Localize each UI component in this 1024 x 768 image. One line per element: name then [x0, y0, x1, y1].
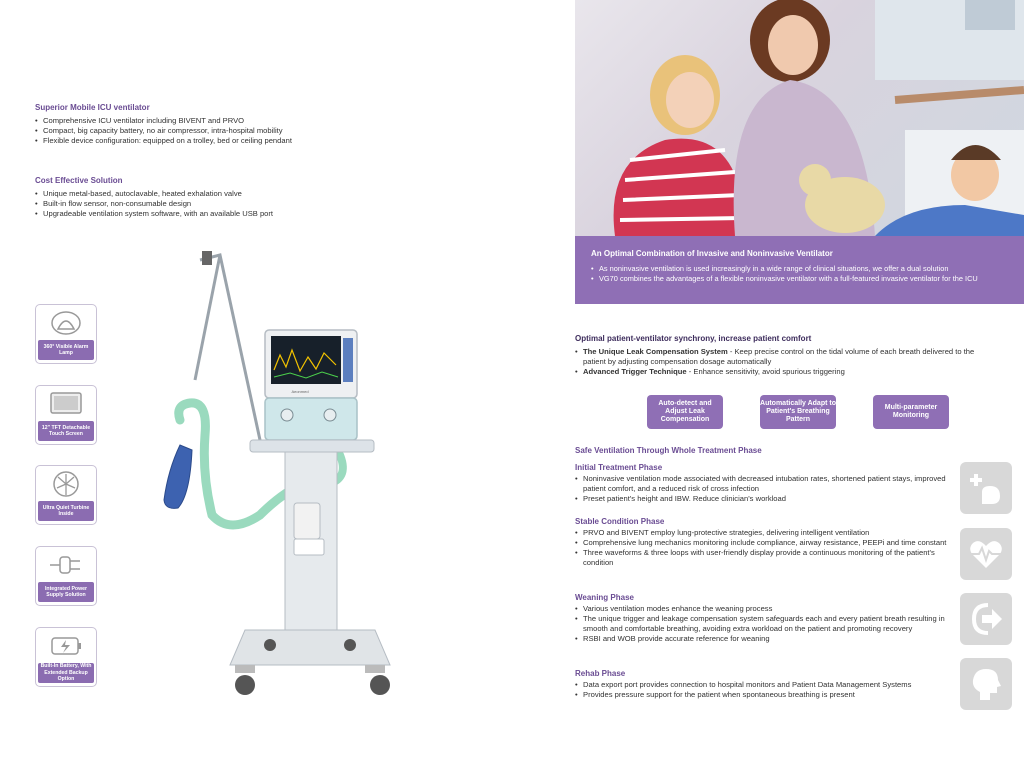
list-item: • Noninvasive ventilation mode associated with decreased intubation rates, shortened patient stays, improved patient comfort, and a reduced risk of cross infection: [575, 474, 955, 494]
feature-name: Advanced Trigger Technique: [583, 367, 687, 376]
ventilator-device-image: [150, 245, 410, 715]
phase-tile-stable: [960, 528, 1012, 580]
list-item: • Unique metal-based, autoclavable, heated exhalation valve: [35, 189, 455, 199]
list-item: • Built-in flow sensor, non-consumable design: [35, 199, 455, 209]
battery-icon: [48, 632, 84, 660]
list-item: • Three waveforms & three loops with user-friendly display provide a continuous monitoring of the patient's condition: [575, 548, 955, 568]
rehab-list: [575, 680, 955, 700]
sync-section: [575, 334, 975, 377]
stable-phase: [575, 517, 955, 568]
list-item: • Provides pressure support for the patient when spontaneous breathing is present: [575, 690, 955, 700]
feature-desc: - Keep precise control on the tidal volume of each breath delivered to the patient by adjusting compensation dosage automatically: [583, 347, 975, 366]
cost-list: [35, 189, 455, 219]
weaning-phase: [575, 593, 955, 644]
power-plug-icon: [48, 551, 84, 579]
device-brand-label: Aeonmed: [291, 389, 309, 394]
feature-tile-turbine: [35, 465, 97, 525]
feature-tile-alarm-lamp: [35, 304, 97, 364]
tile-label: 360° Visible Alarm Lamp: [38, 340, 94, 360]
phase-title: Weaning Phase: [575, 593, 634, 602]
safe-section-title-wrap: [575, 446, 955, 455]
superior-section: [35, 103, 455, 146]
banner-title: An Optimal Combination of Invasive and Noninvasive Ventilator: [591, 249, 833, 258]
head-profile-icon: [968, 666, 1004, 702]
feature-name: The Unique Leak Compensation System: [583, 347, 728, 356]
initial-list: [575, 474, 955, 504]
list-item: • As noninvasive ventilation is used increasingly in a wide range of clinical situations, we offer a dual solution: [591, 264, 1021, 274]
tile-label: 12" TFT Detachable Touch Screen: [38, 421, 94, 441]
list-item: • The unique trigger and leakage compensation system safeguards each and every patient breath resulting in smooth and comfortable breathing, avoiding extra workload on the patient and promoting recovery: [575, 614, 955, 634]
phase-title: Rehab Phase: [575, 669, 626, 678]
feature-desc: - Enhance sensitivity, avoid spurious triggering: [686, 367, 845, 376]
list-item: [575, 367, 975, 377]
list-item: [575, 347, 975, 367]
feature-tile-battery: [35, 627, 97, 687]
cost-section: [35, 176, 455, 219]
stable-list: [575, 528, 955, 568]
phase-title: Stable Condition Phase: [575, 517, 665, 526]
phase-tile-weaning: [960, 593, 1012, 645]
list-item: • Compact, big capacity battery, no air compressor, intra-hospital mobility: [35, 126, 455, 136]
safe-title: Safe Ventilation Through Whole Treatment Phase: [575, 446, 762, 455]
alarm-lamp-icon: [48, 309, 84, 337]
rehab-phase: [575, 669, 955, 700]
list-item: • RSBI and WOB provide accurate reference for weaning: [575, 634, 955, 644]
sync-title: Optimal patient-ventilator synchrony, increase patient comfort: [575, 334, 812, 343]
exit-arrow-icon: [968, 601, 1004, 637]
feature-tile-power: [35, 546, 97, 606]
hero-photo: [575, 0, 1024, 236]
phase-title: Initial Treatment Phase: [575, 463, 663, 472]
banner-section: [575, 236, 1024, 304]
list-item: • Flexible device configuration: equipped on a trolley, bed or ceiling pendant: [35, 136, 455, 146]
list-item: • VG70 combines the advantages of a flexible noninvasive ventilator with a full-featured invasive ventilator for the ICU: [591, 274, 1021, 284]
pill-monitoring: Multi-parameter Monitoring: [873, 395, 949, 429]
superior-list: [35, 116, 455, 146]
list-item: • PRVO and BIVENT employ lung-protective strategies, delivering intelligent ventilation: [575, 528, 955, 538]
tile-label: Built-In Battery, With Extended Backup Option: [38, 663, 94, 683]
screen-icon: [48, 390, 84, 418]
pill-leak-compensation: Auto-detect and Adjust Leak Compensation: [647, 395, 723, 429]
pill-adapt-breathing: Automatically Adapt to Patient's Breathing Pattern: [760, 395, 836, 429]
heart-pulse-icon: [968, 536, 1004, 572]
cost-title: Cost Effective Solution: [35, 176, 123, 185]
turbine-icon: [48, 470, 84, 498]
list-item: • Upgradeable ventilation system software, with an available USB port: [35, 209, 455, 219]
sync-list: [575, 347, 975, 377]
initial-phase: [575, 463, 955, 504]
list-item: • Preset patient's height and IBW. Reduce clinician's workload: [575, 494, 955, 504]
weaning-list: [575, 604, 955, 644]
superior-title: Superior Mobile ICU ventilator: [35, 103, 150, 112]
phase-tile-rehab: [960, 658, 1012, 710]
tile-label: Integrated Power Supply Solution: [38, 582, 94, 602]
tile-label: Ultra Quiet Turbine Inside: [38, 501, 94, 521]
phase-tile-initial: [960, 462, 1012, 514]
banner-list: [591, 264, 1021, 284]
feature-tile-touch-screen: [35, 385, 97, 445]
list-item: • Comprehensive lung mechanics monitoring include compliance, airway resistance, PEEPi and time constant: [575, 538, 955, 548]
medical-plus-icon: [968, 470, 1004, 506]
list-item: • Data export port provides connection to hospital monitors and Patient Data Management Systems: [575, 680, 955, 690]
list-item: • Comprehensive ICU ventilator including BIVENT and PRVO: [35, 116, 455, 126]
family-photo-illustration: [575, 0, 1024, 236]
list-item: • Various ventilation modes enhance the weaning process: [575, 604, 955, 614]
